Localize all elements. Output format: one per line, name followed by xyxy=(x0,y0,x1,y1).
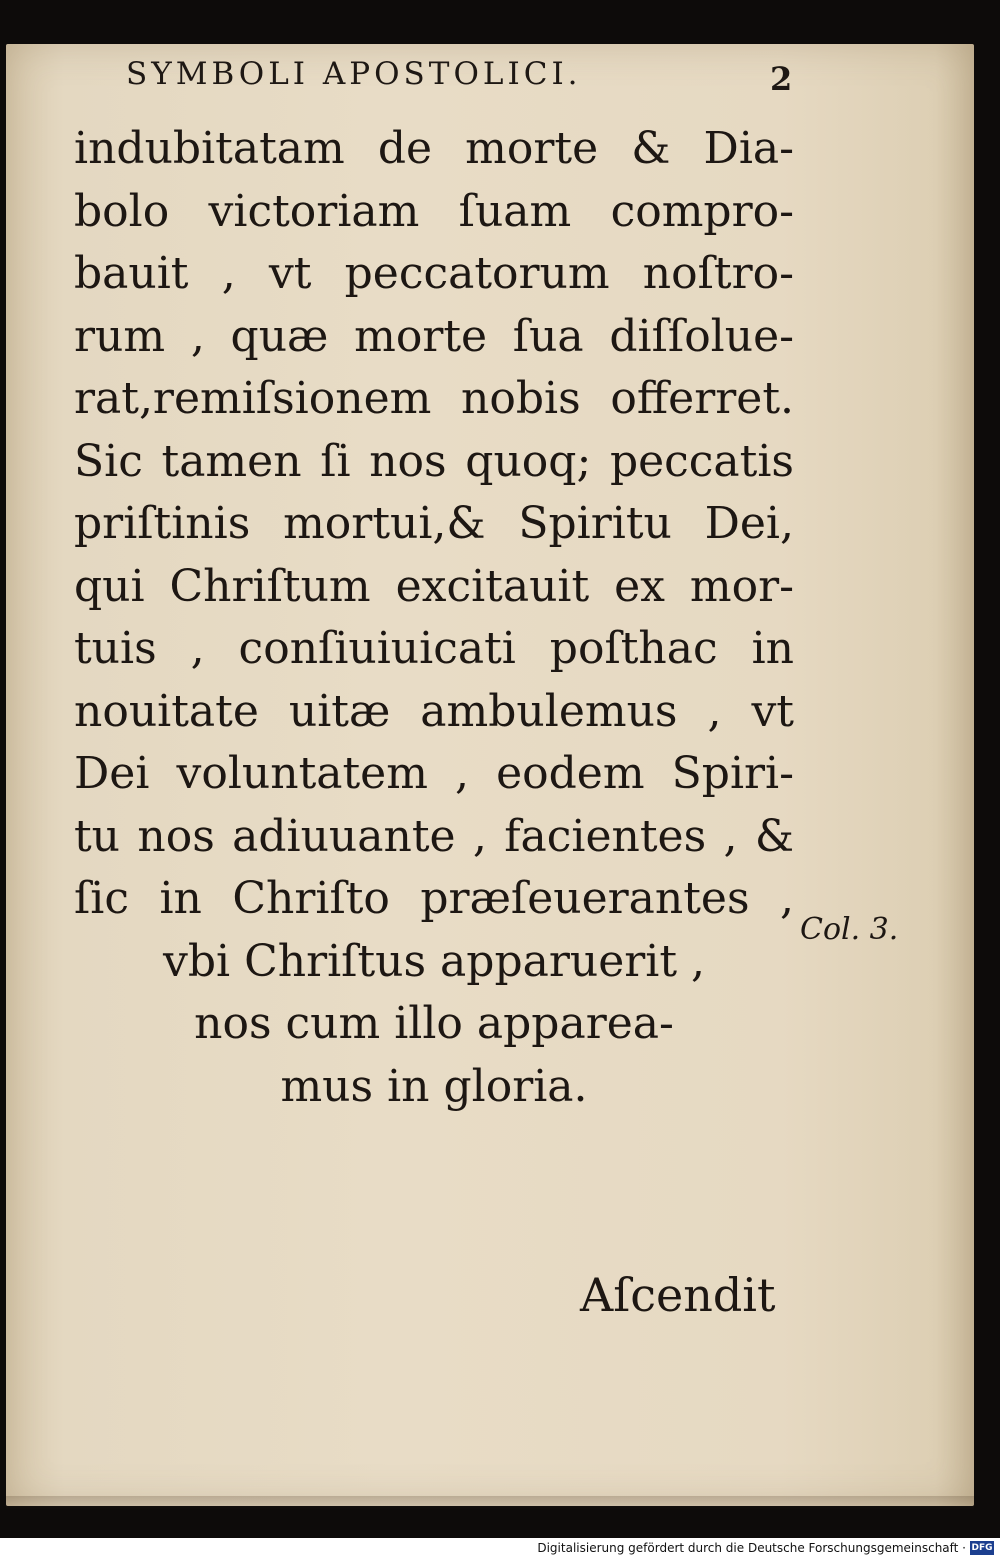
dfg-logo-icon: DFG xyxy=(971,1543,993,1553)
text-line: mus in gloria. xyxy=(280,1060,588,1112)
text-line: tu nos adiuuante , facientes , & xyxy=(74,810,794,862)
text-line: bauit , vt peccatorum noſtro- xyxy=(74,248,794,299)
text-line: qui Chriſtum excitauit ex mor- xyxy=(74,560,794,612)
catchword: Aſcendit xyxy=(580,1268,776,1322)
funding-credit: Digitalisierung gefördert durch die Deutsche Forschungsgemeinschaft · xyxy=(537,1541,966,1555)
text-line: rum , quæ morte ſua diſſolue- xyxy=(74,310,794,362)
body-text xyxy=(74,118,794,1118)
text-line: priſtinis mortui,& Spiritu Dei, xyxy=(74,498,794,549)
marginal-note: Col. 3. xyxy=(800,912,899,947)
text-line: nos cum illo apparea- xyxy=(194,998,674,1049)
text-line: ſic in Chriſto præſeuerantes , xyxy=(74,873,794,924)
page-edge-shadow xyxy=(6,1496,974,1510)
text-line: tuis , conſiuiuicati poſthac in xyxy=(74,623,794,674)
page-number: 2 xyxy=(770,60,793,98)
footer-bar xyxy=(0,1538,1000,1559)
text-line: rat,remiſsionem nobis offerret. xyxy=(74,373,794,424)
text-line: Dei voluntatem , eodem Spiri- xyxy=(74,748,794,799)
text-line: indubitatam de morte & Dia- xyxy=(74,123,794,174)
text-line: nouitate uitæ ambulemus , vt xyxy=(74,685,794,737)
text-line: vbi Chriſtus apparuerit , xyxy=(162,935,706,987)
text-line: Sic tamen ſi nos quoq; peccatis xyxy=(74,435,794,487)
running-head: SYMBOLI APOSTOLICI. xyxy=(126,56,582,92)
text-line: bolo victoriam ſuam compro- xyxy=(74,185,794,237)
